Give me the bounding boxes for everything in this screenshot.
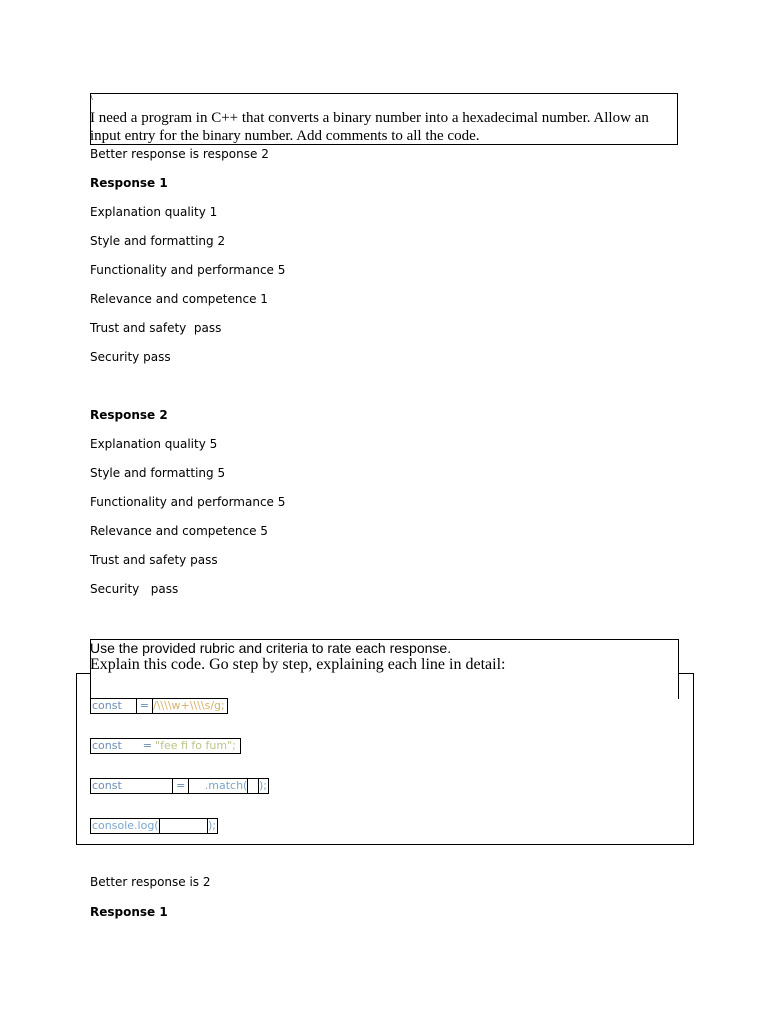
code-method: .match( (204, 779, 248, 792)
response-1-item: Relevance and competence 1 (90, 292, 268, 306)
code-line-3 (90, 778, 269, 794)
code-line-1 (90, 698, 228, 714)
response-2-item: Style and formatting 5 (90, 466, 226, 480)
code-end: ); (208, 819, 216, 832)
code-equals: = (142, 739, 153, 752)
response-2-item: Trust and safety pass (90, 553, 218, 567)
response-2-item: Relevance and competence 5 (90, 524, 268, 538)
better-response-line: Better response is response 2 (90, 147, 269, 161)
stray-mark: \ (90, 92, 93, 103)
response-1-item: Style and formatting 2 (90, 234, 226, 248)
response-1-item: Trust and safety pass (90, 321, 222, 335)
code-equals: = (176, 779, 186, 792)
response-1-title: Response 1 (90, 176, 168, 190)
prompt-text: I need a program in C++ that converts a binary number into a hexadecimal number. Allow an input entry for the binary number. Add comments to all the code. (90, 110, 649, 144)
response-2-item: Functionality and performance 5 (90, 495, 286, 509)
code-equals: = (139, 699, 150, 712)
code-keyword: const (92, 739, 122, 752)
response-1-item: Explanation quality 1 (90, 205, 218, 219)
code-line-4 (90, 818, 218, 834)
explain-instruction: Explain this code. Go step by step, explaining each line in detail: (90, 656, 506, 673)
code-regex: /\\\\w+\\\\s/g; (153, 699, 225, 712)
code-end: ); (259, 779, 267, 792)
response-1-item: Security pass (90, 350, 171, 364)
better-response-line-2: Better response is 2 (90, 875, 211, 889)
code-string: "fee fi fo fum"; (155, 739, 236, 752)
response-2-title: Response 2 (90, 408, 168, 422)
response-2-item: Explanation quality 5 (90, 437, 218, 451)
rubric-instruction: Use the provided rubric and criteria to rate each response. (90, 640, 452, 656)
response-1-title-2: Response 1 (90, 905, 168, 919)
code-keyword: const (92, 699, 122, 712)
response-1-item: Functionality and performance 5 (90, 263, 286, 277)
code-line-2 (90, 738, 241, 754)
code-keyword: const (92, 779, 122, 792)
response-2-item: Security pass (90, 582, 179, 596)
code-console-log: console.log( (92, 819, 159, 832)
